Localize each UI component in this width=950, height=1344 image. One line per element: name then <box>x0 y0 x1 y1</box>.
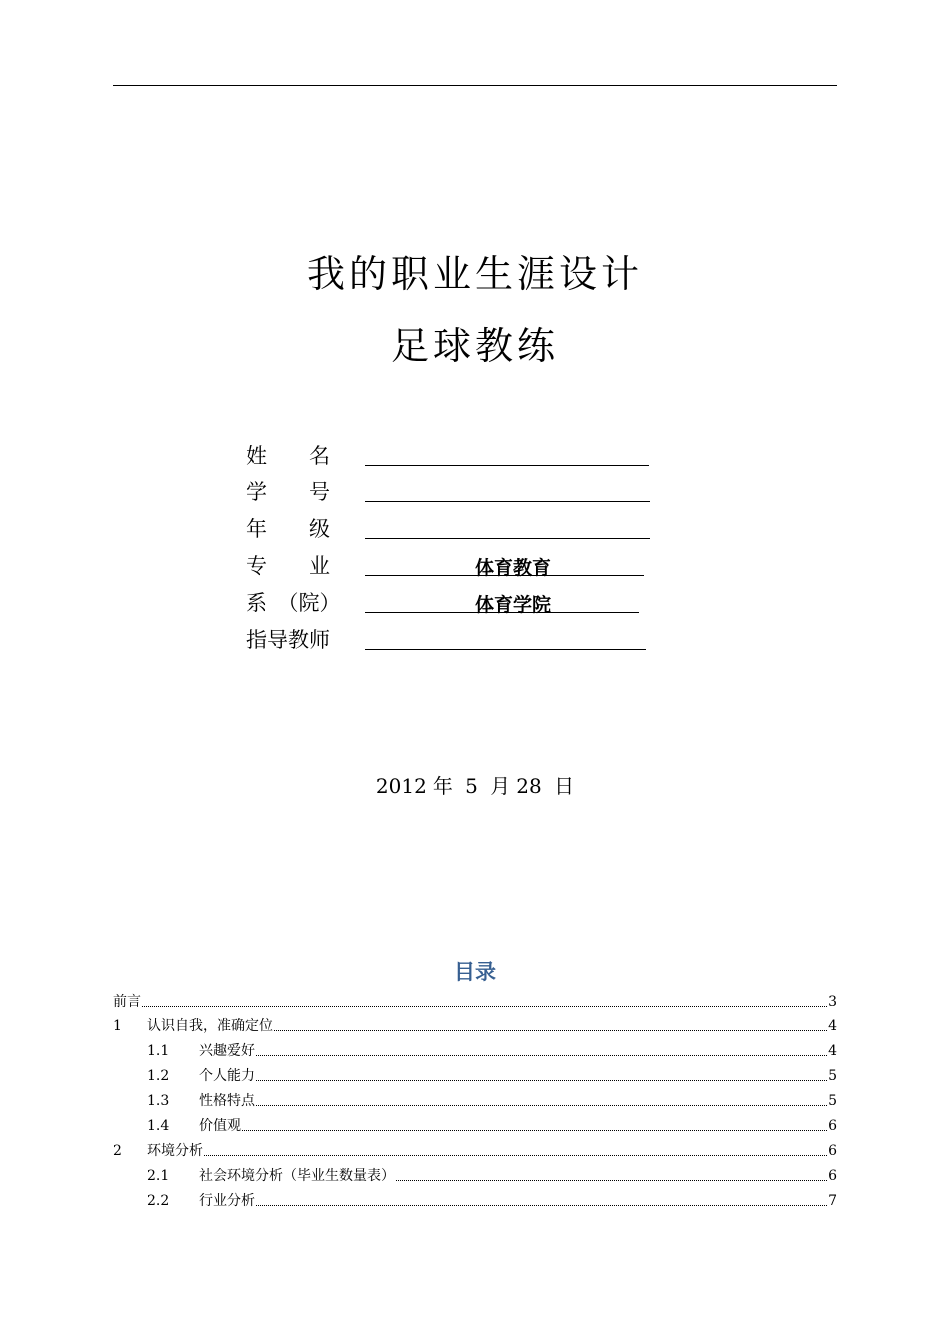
date-year-unit: 年 <box>432 774 453 798</box>
toc-entry[interactable] <box>113 988 837 1012</box>
toc-leader-dots <box>256 1055 827 1056</box>
toc-entry-page: 7 <box>828 1193 837 1209</box>
toc-entry-number: 1.1 <box>147 1043 170 1059</box>
field-name-line[interactable] <box>365 465 649 466</box>
field-grade-label: 年 级 <box>246 517 330 541</box>
toc-entry-text: 社会环境分析（毕业生数量表） <box>199 1168 395 1184</box>
field-department-value: 体育学院 <box>475 594 552 616</box>
toc-leader-dots <box>396 1180 827 1181</box>
toc-entry-text: 兴趣爱好 <box>199 1043 255 1059</box>
toc-leader-dots <box>256 1205 827 1206</box>
toc-entry-number: 1.3 <box>147 1093 170 1109</box>
toc-entry-page: 3 <box>828 994 837 1010</box>
field-major-value: 体育教育 <box>475 557 552 579</box>
field-student-id-line[interactable] <box>365 501 650 502</box>
toc-entry-page: 5 <box>828 1068 837 1084</box>
toc-entry-text: 前言 <box>113 994 141 1010</box>
field-advisor-line[interactable] <box>365 649 646 650</box>
toc-leader-dots <box>204 1155 827 1156</box>
toc-entry[interactable] <box>113 1187 837 1211</box>
toc-entry-text: 性格特点 <box>199 1093 255 1109</box>
toc-entry-number: 2 <box>113 1143 122 1159</box>
toc-entry-number: 1.2 <box>147 1068 170 1084</box>
date-month-unit: 月 <box>490 774 511 798</box>
field-major-label: 专 业 <box>246 554 330 578</box>
toc-entry-text: 个人能力 <box>199 1068 255 1084</box>
field-advisor-label: 指导教师 <box>246 628 330 652</box>
toc-entry[interactable] <box>113 1037 837 1061</box>
field-name-label: 姓 名 <box>246 444 330 468</box>
toc-leader-dots <box>256 1105 827 1106</box>
toc-entry[interactable] <box>113 1087 837 1111</box>
toc-entry[interactable] <box>113 1062 837 1086</box>
toc-entry-text: 环境分析 <box>147 1143 203 1159</box>
toc-entry-page: 6 <box>828 1168 837 1184</box>
toc-entry-text: 认识自我，准确定位 <box>147 1018 273 1034</box>
toc-entry[interactable] <box>113 1112 837 1136</box>
field-student-id-label: 学 号 <box>246 480 330 504</box>
toc-entry[interactable] <box>113 1137 837 1161</box>
toc-entry-text: 价值观 <box>199 1118 241 1134</box>
document-subtitle: 足球教练 <box>390 324 559 368</box>
toc-entry-number: 1 <box>113 1018 122 1034</box>
field-department-label: 系 （院） <box>246 591 341 615</box>
date-year: 2012 <box>375 774 427 798</box>
header-rule <box>113 85 837 86</box>
toc-entry-text: 行业分析 <box>199 1193 255 1209</box>
toc-leader-dots <box>274 1030 827 1031</box>
date-month: 5 <box>465 774 478 798</box>
toc-entry-number: 1.4 <box>147 1118 170 1134</box>
toc-entry-number: 2.2 <box>147 1193 170 1209</box>
toc-leader-dots <box>242 1130 827 1131</box>
toc-entry-page: 6 <box>828 1118 837 1134</box>
date-day-unit: 日 <box>554 774 575 798</box>
toc-entry-page: 4 <box>828 1043 837 1059</box>
document-title: 我的职业生涯设计 <box>306 252 643 296</box>
toc-entry[interactable] <box>113 1162 837 1186</box>
toc-leader-dots <box>256 1080 827 1081</box>
toc-leader-dots <box>142 1006 827 1007</box>
toc-entry-number: 2.1 <box>147 1168 170 1184</box>
toc-entry[interactable] <box>113 1012 837 1036</box>
document-date <box>0 770 950 799</box>
date-day: 28 <box>516 774 542 798</box>
toc-title: 目录 <box>454 960 496 984</box>
toc-entry-page: 5 <box>828 1093 837 1109</box>
field-grade-line[interactable] <box>365 538 650 539</box>
toc-entry-page: 6 <box>828 1143 837 1159</box>
toc-entry-page: 4 <box>828 1018 837 1034</box>
